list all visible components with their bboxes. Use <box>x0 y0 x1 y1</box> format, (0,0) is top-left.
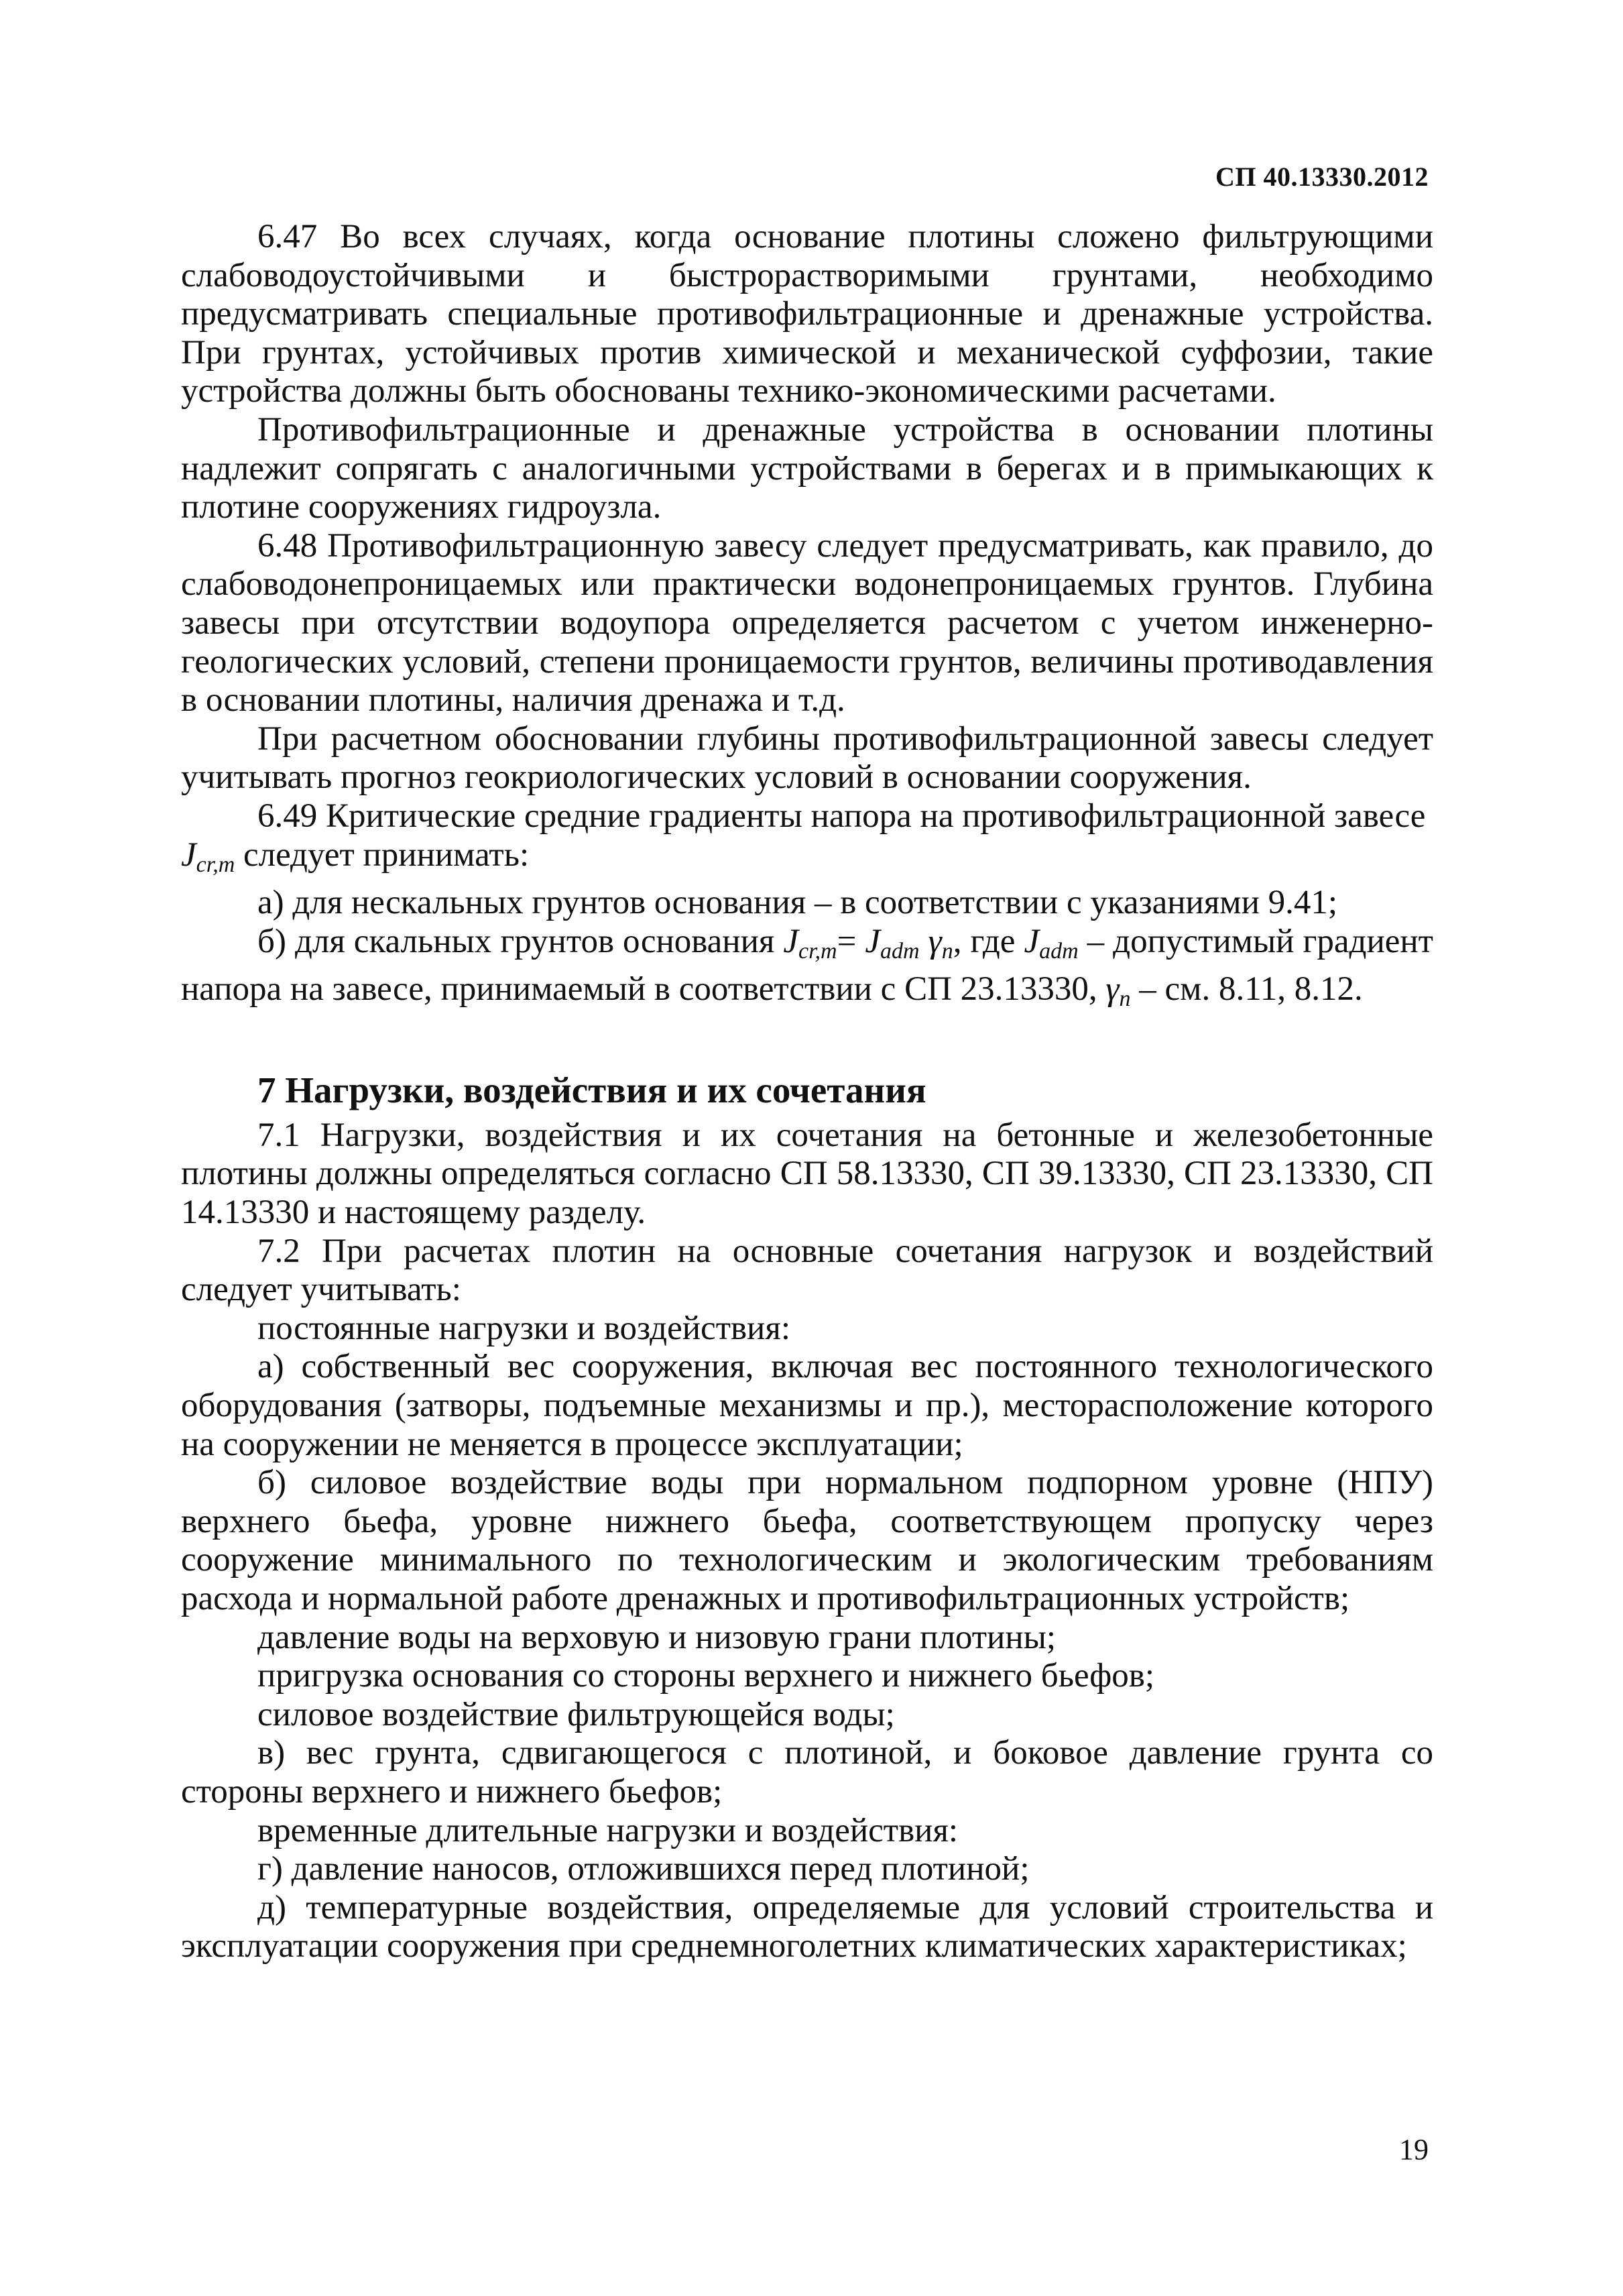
text: , где <box>953 922 1024 960</box>
paragraph: постоянные нагрузки и воздействия: <box>257 1309 790 1347</box>
paragraph: При расчетном обосновании глубины противофильтрационной завесы следует учитывать прогноз геокриологических условий в основании сооружения. <box>181 720 1433 797</box>
list-item: б) силовое воздействие воды при нормальном подпорном уровне (НПУ) верхнего бьефа, уровне нижнего бьефа, соответствующем пропуску через сооружение минимального по технологическим и экологическим требованиям расхода и нормальной работе дренажных и противофильтрационных устройств; <box>181 1464 1433 1617</box>
paragraph: силовое воздействие фильтрующейся воды; <box>257 1695 895 1733</box>
list-item: д) температурные воздействия, определяемые для условий строительства и эксплуатации сооружения при среднемноголетних климатических характеристиках; <box>181 1888 1433 1965</box>
symbol-j: J <box>783 922 798 960</box>
paragraph: временные длительные нагрузки и воздействия: <box>257 1811 959 1849</box>
paragraph: пригрузка основания со стороны верхнего и нижнего бьефов; <box>257 1657 1155 1695</box>
section-heading: 7 Нагрузки, воздействия и их сочетания <box>257 1069 926 1110</box>
list-item: г) давление наносов, отложившихся перед плотиной; <box>257 1850 1030 1888</box>
list-item-b <box>181 923 1433 1019</box>
subscript: cr,m <box>798 938 837 964</box>
paragraph: давление воды на верховую и низовую грани плотины; <box>257 1618 1057 1656</box>
paragraph: 7.1 Нагрузки, воздействия и их сочетания на бетонные и железобетонные плотины должны определяться согласно СП 58.13330, СП 39.13330, СП 23.13330, СП 14.13330 и настоящему разделу. <box>181 1116 1433 1232</box>
list-item: в) вес грунта, сдвигающегося с плотиной, и боковое давление грунта со стороны верхнего и нижнего бьефов; <box>181 1734 1433 1811</box>
symbol-gamma: γ <box>919 922 942 960</box>
text: б) для скальных грунтов основания <box>257 922 784 960</box>
subscript: adm <box>1039 938 1079 964</box>
symbol-j: J <box>181 836 196 874</box>
list-item: а) собственный вес сооружения, включая вес постоянного технологического оборудования (затворы, подъемные механизмы и пр.), месторасположение которого на сооружении не меняется в процессе эксплуатации; <box>181 1348 1433 1463</box>
paragraph: 6.49 Критические средние градиенты напора на противофильтрационной завесе <box>257 797 1426 835</box>
page-number: 19 <box>1399 2133 1429 2166</box>
text: следует принимать: <box>235 836 530 874</box>
paragraph-6-49-continuation <box>181 836 1433 884</box>
page-content <box>181 218 1433 1966</box>
text: – см. 8.11, 8.12. <box>1130 970 1363 1009</box>
symbol-j: J <box>865 922 881 960</box>
document-code: СП 40.13330.2012 <box>1215 162 1429 192</box>
list-item-a: а) для нескальных грунтов основания – в соответствии с указаниями 9.41; <box>257 884 1338 922</box>
subscript: cr,m <box>196 852 235 877</box>
paragraph: 6.47 Во всех случаях, когда основание плотины сложено фильтрующими слабоводоустойчивыми и быстрорастворимыми грунтами, необходимо предусматривать специальные противофильтрационные и дренажные устройства. При грунтах, устойчивых против химической и механической суффозии, такие устройства должны быть обоснованы технико-экономическими расчетами. <box>181 218 1433 410</box>
subscript: n <box>1119 986 1131 1012</box>
symbol-j: J <box>1024 922 1040 960</box>
symbol-gamma: γ <box>1105 970 1120 1009</box>
paragraph: 6.48 Противофильтрационную завесу следует предусматривать, как правило, до слабоводонепроницаемых или практически водонепроницаемых грунтов. Глубина завесы при отсутствии водоупора определяется расчетом с учетом инженерно-геологических условий, степени проницаемости грунтов, величины противодавления в основании плотины, наличия дренажа и т.д. <box>181 526 1433 720</box>
text: – допустимый градиент напора на завесе, принимаемый в соответствии с СП 23.13330, <box>181 922 1433 1009</box>
subscript: adm <box>880 938 920 964</box>
paragraph: 7.2 При расчетах плотин на основные сочетания нагрузок и воздействий следует учитывать: <box>181 1232 1433 1309</box>
paragraph: Противофильтрационные и дренажные устройства в основании плотины надлежит сопрягать с аналогичными устройствами в берегах и в примыкающих к плотине сооружениях гидроузла. <box>181 410 1433 526</box>
subscript: n <box>941 938 953 964</box>
text: = <box>837 922 865 960</box>
